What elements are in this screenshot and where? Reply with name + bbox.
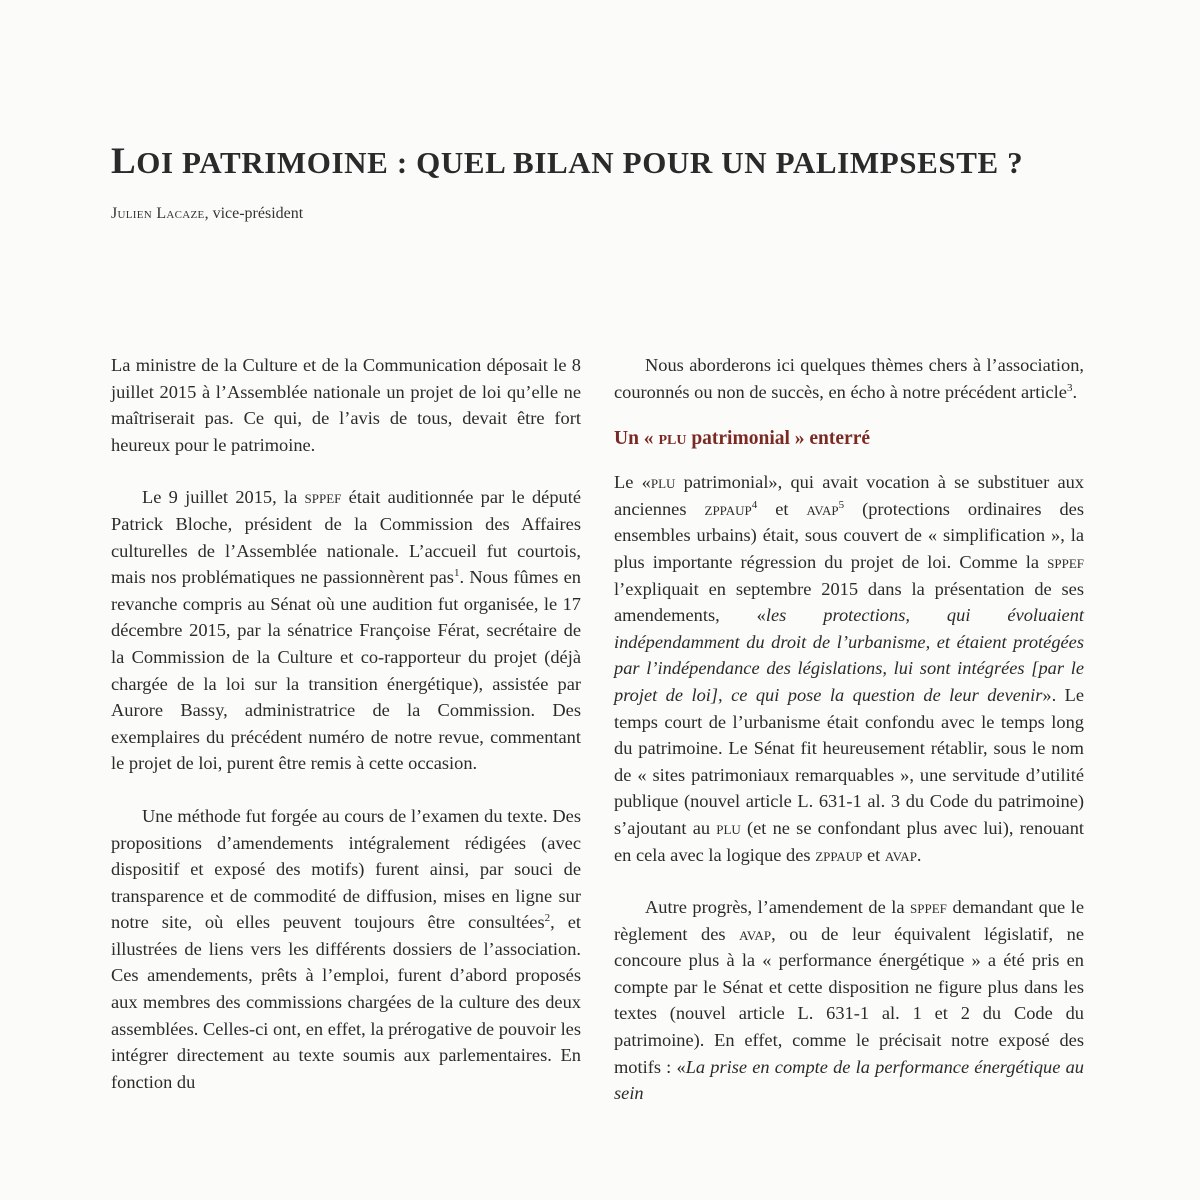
- paragraph-method: [111, 803, 581, 1096]
- text-span: était auditionnée par le député Patrick Bloche, président de la Commission des Affaires culturelles de l’Assemblée nationale. L’accueil fut courtois, mais nos problématiques ne passionnèrent pas: [111, 487, 581, 588]
- author-name: Julien Lacaze: [111, 205, 205, 222]
- text-span: Le 9 juillet 2015, la: [142, 487, 305, 508]
- text-span: , ou de leur équivalent législatif, ne concoure plus à la « performance énergétique » a été pris en compte par le Sénat et cette disposition ne figure plus dans les textes (nouvel article L. 631-1 al. 1 et 2 du Code du patrimoine). En effet, comme le précisait notre exposé des motifs : «: [614, 923, 1084, 1077]
- footnote-ref: 1: [453, 567, 460, 580]
- acronym: zppaup: [815, 844, 863, 865]
- text-span: Une méthode fut forgée au cours de l’examen du texte. Des propositions d’amendements intégralement rédigées (avec dispositif et exposé des motifs) furent ainsi, par souci de transparence et de commodité de diffusion, mises en ligne sur notre site, où elles peuvent toujours être consultées: [111, 805, 581, 933]
- text-span: (protections ordinaires des ensembles urbains) était, sous couvert de « simplification », la plus importante régression du projet de loi. Comme la: [614, 498, 1084, 572]
- text-span: Nous aborderons ici quelques thèmes chers à l’association, couronnés ou non de succès, en écho à notre précédent article: [614, 355, 1084, 402]
- acronym: plu: [658, 428, 687, 450]
- section-heading: [614, 426, 1084, 452]
- org-acronym: sppef: [910, 897, 947, 918]
- footnote-ref: 3: [1066, 381, 1073, 394]
- right-column: [614, 352, 1084, 1107]
- article-title-text: LOI PATRIMOINE : QUEL BILAN POUR UN PALIMPSESTE ?: [111, 141, 1024, 182]
- paragraph-intro: La ministre de la Culture et de la Communication déposait le 8 juillet 2015 à l’Assemblée nationale un projet de loi qu’elle ne maîtriserait pas. Ce qui, de l’avis de tous, devait être fort heureux pour le patrimoine.: [111, 355, 581, 455]
- acronym: avap: [739, 923, 772, 944]
- quotation: les protections, qui évoluaient indépendamment du droit de l’urbanisme, et étaient protégées par l’indépendance des législations, lui sont intégrées [par le projet de loi], ce qui pose la question de leur devenir: [614, 605, 1084, 705]
- text-span: patrimonial » enterré: [686, 428, 871, 450]
- text-span: l’expliquait en septembre 2015 dans la présentation de ses amendements, «: [614, 578, 1084, 626]
- text-span: Le «: [614, 472, 651, 493]
- acronym: avap: [806, 498, 839, 519]
- footnote-ref: 2: [544, 912, 551, 925]
- org-acronym: sppef: [1047, 551, 1084, 572]
- article-title: [111, 142, 1111, 183]
- text-span: et: [757, 498, 807, 519]
- paragraph-progress: [614, 894, 1084, 1107]
- text-span: et: [862, 844, 885, 865]
- text-span: .: [916, 844, 922, 865]
- text-span: Un «: [614, 428, 659, 450]
- acronym: zppaup: [704, 498, 752, 519]
- footnote-ref: 5: [838, 498, 845, 511]
- acronym: avap: [884, 844, 917, 865]
- text-span: ». Le temps court de l’urbanisme était confondu avec le temps long du patrimoine. Le Sénat fit heureusement rétablir, sous le nom de « sites patrimoniaux remarquables », une servitude d’utilité publique (nouvel article L. 631-1 al. 3 du Code du patrimoine) s’ajoutant au: [614, 684, 1084, 838]
- byline: [111, 203, 303, 225]
- paragraph-audition: [111, 484, 581, 777]
- footnote-ref: 4: [751, 498, 758, 511]
- text-span: patrimonial», qui avait vocation à se substituer aux anciennes: [614, 472, 1084, 519]
- acronym: plu: [716, 817, 741, 838]
- text-span: , et illustrées de liens vers les différents dossiers de l’association. Ces amendements, prêts à l’emploi, furent d’abord proposés aux membres des commissions chargées de la culture des deux assemblées. Celles-ci ont, en effet, la prérogative de pouvoir les intégrer directement au texte soumis aux parlementaires. En fonction du: [111, 912, 581, 1092]
- text-span: demandant que le règlement des: [614, 897, 1084, 944]
- text-span: (et ne se confondant plus avec lui), renouant en cela avec la logique des: [614, 817, 1084, 865]
- left-column: [111, 352, 581, 1095]
- text-span: Autre progrès, l’amendement de la: [645, 897, 911, 918]
- org-acronym: sppef: [304, 487, 342, 508]
- text-span: . Nous fûmes en revanche compris au Sénat où une audition fut organisée, le 17 décembre 2015, par la sénatrice Françoise Férat, secrétaire de la Commission de la Culture et co-rapporteur du projet (déjà chargée de la loi sur la transition énergétique), assistée par Aurore Bassy, administratrice de la Commission. Des exemplaires du précédent numéro de notre revue, commentant le projet de loi, purent être remis à cette occasion.: [111, 567, 581, 774]
- author-role: , vice-président: [204, 205, 304, 222]
- paragraph-themes: [614, 352, 1084, 405]
- text-span: .: [1072, 381, 1078, 402]
- quotation: La prise en compte de la performance énergétique au sein: [614, 1056, 1084, 1104]
- paragraph-plu: [614, 469, 1084, 868]
- acronym: plu: [650, 472, 676, 493]
